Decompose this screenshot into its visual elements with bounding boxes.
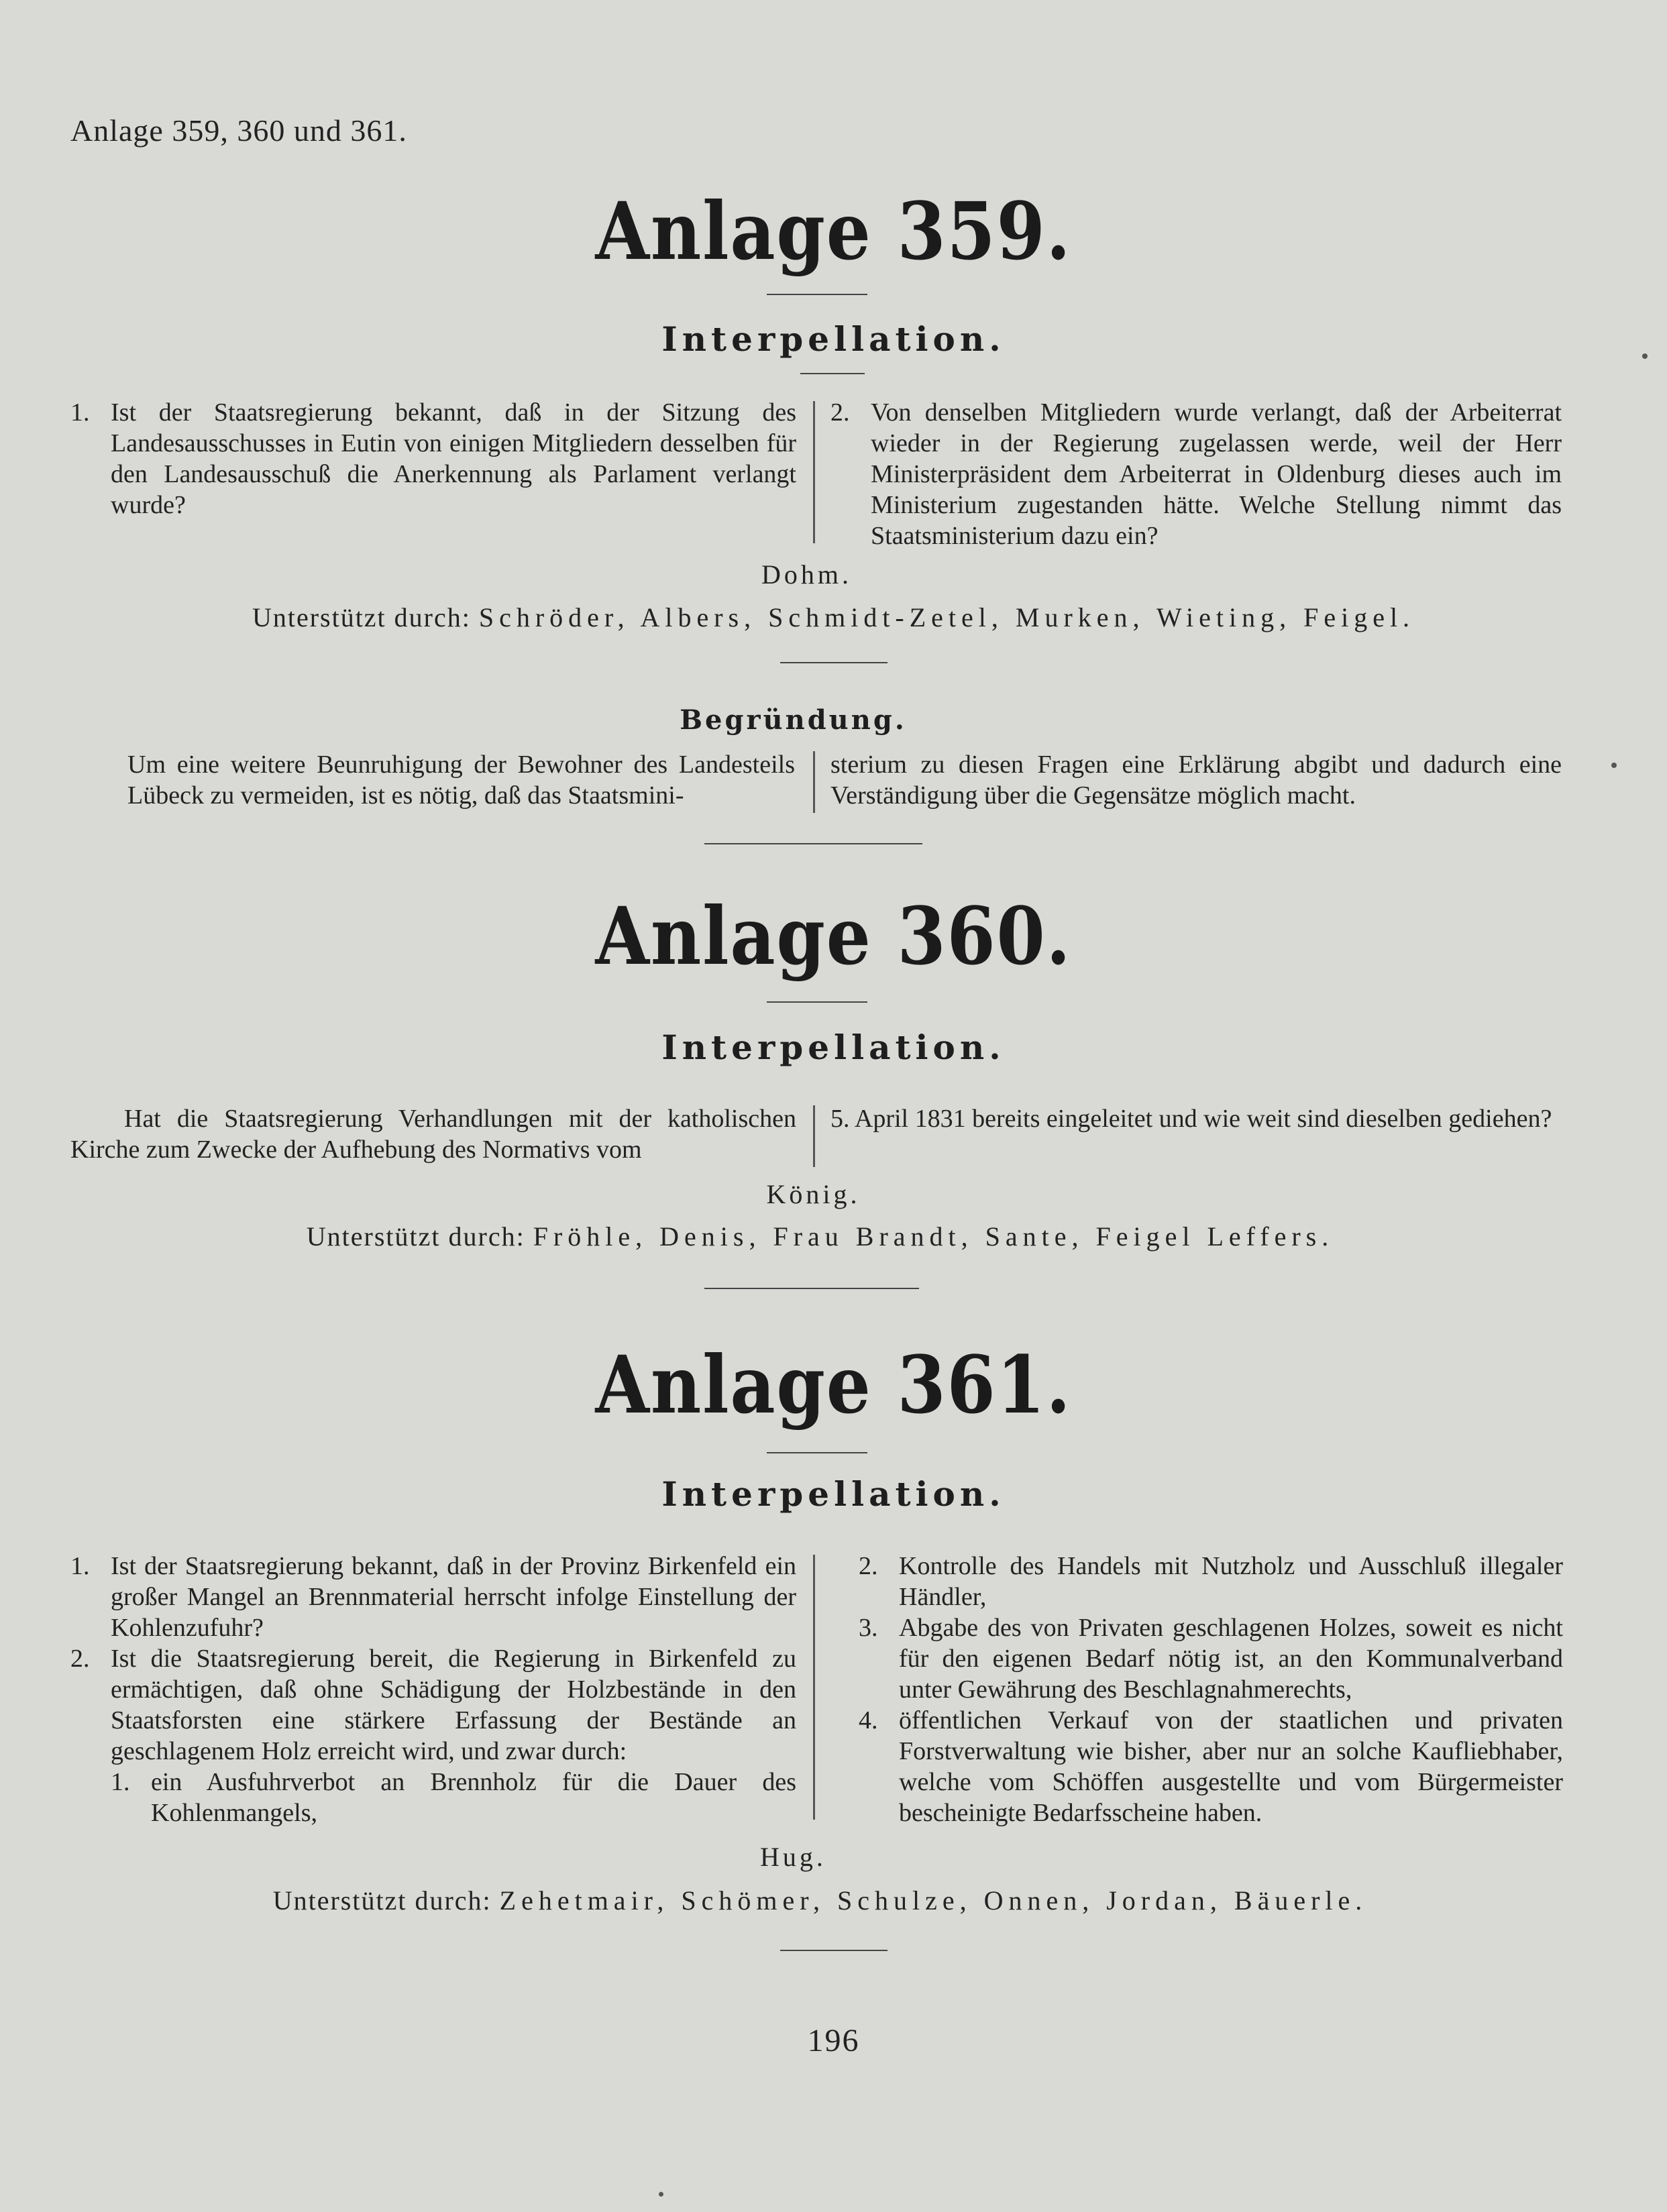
item-text: Ist der Staatsregierung bekannt, daß in der Sitzung des Landesausschusses in Eutin von einigen Mitgliedern desselben für den Landesausschuß die Anerkennung als Parlament verlangt wurde? bbox=[111, 398, 796, 519]
item-number: 2. bbox=[830, 398, 850, 427]
anlage-360-left-column: Hat die Staatsregierung Verhandlungen mit der katholischen Kirche zum Zwecke der Aufhebung des Normativs vom bbox=[70, 1105, 796, 1164]
anlage-360-signer: König. bbox=[766, 1179, 861, 1209]
title-rule bbox=[767, 1452, 867, 1453]
item-number: 1. bbox=[70, 1552, 90, 1580]
anlage-360-subtitle: Interpellation. bbox=[661, 1028, 1006, 1067]
anlage-359-support bbox=[0, 602, 1667, 633]
item-number: 1. bbox=[70, 398, 90, 427]
item-text: Ist der Staatsregierung bekannt, daß in der Provinz Birkenfeld ein großer Mangel an Brennmaterial herrscht infolge Einstellung der Kohlenzufuhr? bbox=[111, 1552, 796, 1642]
list-item bbox=[70, 1767, 796, 1828]
begruendung-left-column: Um eine weitere Beunruhigung der Bewohner des Landesteils Lübeck zu vermeiden, ist es nötig, daß das Staatsmini- bbox=[127, 751, 795, 810]
column-divider bbox=[813, 401, 815, 543]
subtitle-rule bbox=[800, 373, 865, 374]
title-rule bbox=[767, 294, 867, 295]
section-rule bbox=[780, 1950, 888, 1951]
item-number: 2. bbox=[859, 1552, 878, 1580]
anlage-361-signer: Hug. bbox=[760, 1842, 826, 1872]
support-names: Schröder, Albers, Schmidt-Zetel, Murken, Wieting, Feigel. bbox=[478, 602, 1415, 632]
list-item bbox=[859, 1705, 1563, 1828]
column-divider bbox=[813, 1105, 815, 1167]
page-number: 196 bbox=[807, 2023, 860, 2058]
item-text: öffentlichen Verkauf von der staatlichen und privaten Forstverwaltung wie bisher, aber nur an solche Kaufliebhaber, welche vom Schöffen ausgestellte und vom Bürgermeister bescheinigte Bedarfsscheine haben. bbox=[899, 1706, 1563, 1827]
begruendung-right-column: sterium zu diesen Fragen eine Erklärung abgibt und dadurch eine Verständigung über die Gegensätze möglich macht. bbox=[830, 751, 1562, 810]
section-separator bbox=[704, 843, 922, 844]
list-item bbox=[70, 397, 796, 520]
item-text: Ist die Staatsregierung bereit, die Regierung in Birkenfeld zu ermächtigen, daß ohne Schädigung der Holzbestände in den Staatsforsten eine stärkere Erfassung der Bestände an geschlagenem Holz erreicht wird, und zwar durch: bbox=[111, 1645, 796, 1765]
anlage-360-title: Anlage 360. bbox=[595, 889, 1072, 983]
anlage-361-right-column bbox=[859, 1551, 1563, 1828]
anlage-361-subtitle: Interpellation. bbox=[661, 1474, 1006, 1514]
title-rule bbox=[767, 1001, 867, 1003]
list-item bbox=[859, 1612, 1563, 1705]
running-head: Anlage 359, 360 und 361. bbox=[70, 113, 407, 148]
support-names: Fröhle, Denis, Frau Brandt, Sante, Feigel Leffers. bbox=[533, 1221, 1334, 1252]
item-text: Kontrolle des Handels mit Nutzholz und Ausschluß illegaler Händler, bbox=[899, 1552, 1563, 1611]
item-number: 2. bbox=[70, 1645, 90, 1673]
list-item bbox=[859, 1551, 1563, 1612]
support-label: Unterstützt durch: bbox=[306, 1221, 525, 1252]
column-divider bbox=[813, 751, 815, 813]
item-text: Von denselben Mitgliedern wurde verlangt, daß der Arbeiterrat wieder in der Regierung zugelassen werde, weil der Herr Ministerpräsident dem Arbeiterrat in Oldenburg dieses auch im Ministerium zugestanden hätte. Welche Stellung nimmt das Staatsministerium dazu ein? bbox=[871, 398, 1562, 550]
anlage-359-left-column bbox=[70, 397, 796, 520]
anlage-361-left-column bbox=[70, 1551, 796, 1828]
list-item bbox=[70, 1643, 796, 1767]
anlage-359-right-column bbox=[830, 397, 1562, 551]
support-names: Zehetmair, Schömer, Schulze, Onnen, Jordan, Bäuerle. bbox=[499, 1885, 1368, 1916]
item-text: ein Ausfuhrverbot an Brennholz für die Dauer des Kohlenmangels, bbox=[151, 1768, 796, 1827]
section-rule bbox=[780, 662, 888, 663]
column-divider bbox=[813, 1555, 815, 1820]
item-number: 4. bbox=[859, 1706, 878, 1734]
section-separator bbox=[704, 1288, 919, 1289]
list-item bbox=[70, 1551, 796, 1643]
anlage-361-title: Anlage 361. bbox=[595, 1338, 1072, 1431]
item-number: 3. bbox=[859, 1614, 878, 1642]
anlage-360-right-column: 5. April 1831 bereits eingeleitet und wie weit sind dieselben gediehen? bbox=[830, 1105, 1552, 1133]
ink-speck bbox=[659, 2192, 663, 2197]
support-label: Unterstützt durch: bbox=[252, 602, 471, 632]
anlage-359-title: Anlage 359. bbox=[595, 184, 1072, 278]
anlage-359-signer: Dohm. bbox=[761, 559, 852, 590]
support-label: Unterstützt durch: bbox=[272, 1885, 492, 1916]
anlage-359-subtitle: Interpellation. bbox=[661, 319, 1006, 359]
anlage-360-support bbox=[0, 1221, 1654, 1252]
ink-speck bbox=[1642, 353, 1648, 359]
anlage-361-support bbox=[0, 1885, 1654, 1916]
begruendung-title: Begründung. bbox=[680, 704, 907, 736]
ink-speck bbox=[1611, 763, 1617, 768]
item-number: 1. bbox=[111, 1768, 130, 1796]
list-item bbox=[830, 397, 1562, 551]
item-text: Abgabe des von Privaten geschlagenen Holzes, soweit es nicht für den eigenen Bedarf nötig ist, an den Kommunalverband unter Gewährung des Beschlagnahmerechts, bbox=[899, 1614, 1563, 1704]
